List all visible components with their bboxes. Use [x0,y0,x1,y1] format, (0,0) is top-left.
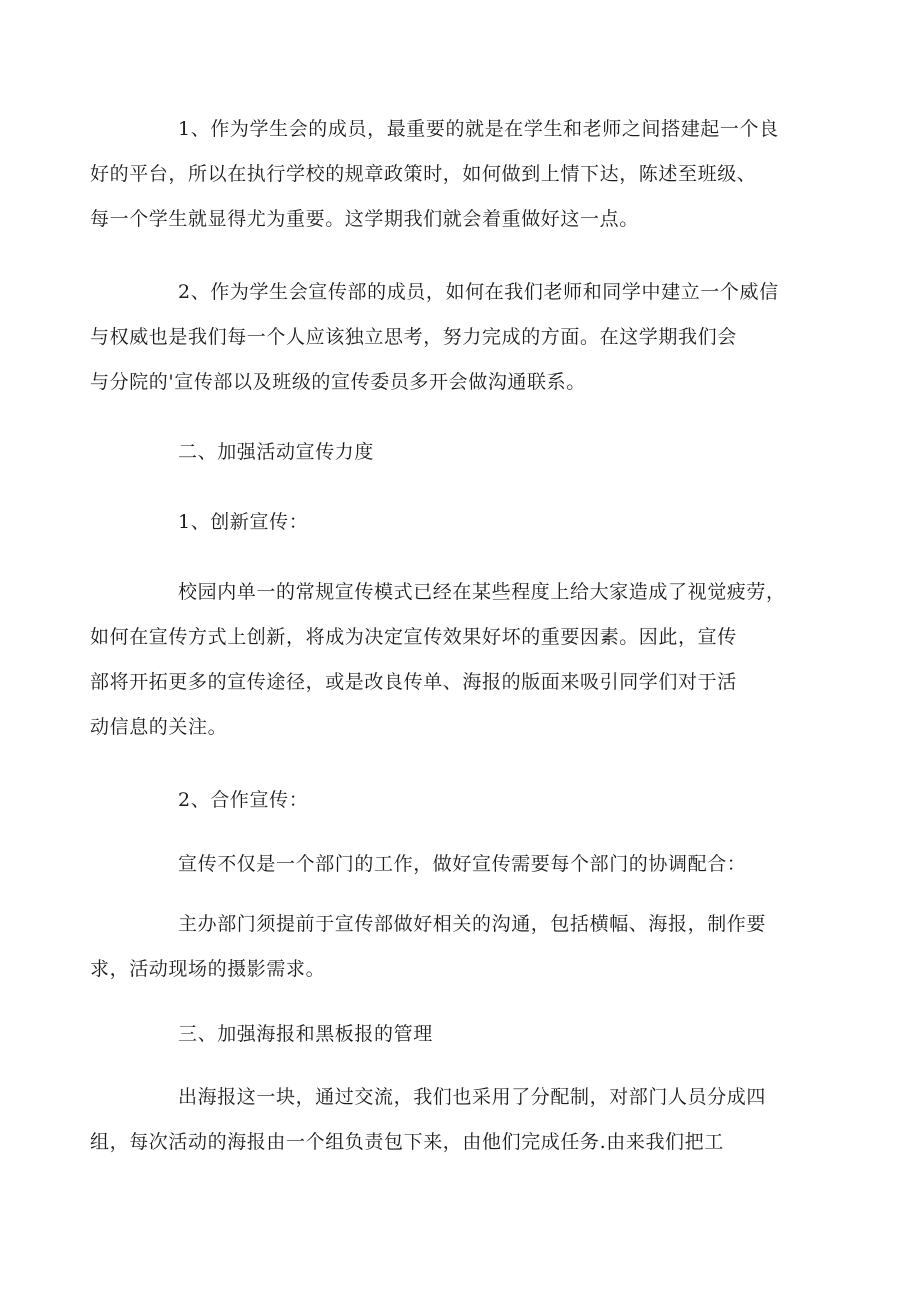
text-line: 出海报这一块，通过交流，我们也采用了分配制，对部门人员分成四 [178,1086,767,1108]
text-line: 组，每次活动的海报由一个组负责包下来，由他们完成任务.由来我们把工 [90,1131,724,1153]
text-line: 三、加强海报和黑板报的管理 [178,1023,433,1045]
paragraph-student-union-platform [90,107,790,242]
text-line: 与权威也是我们每一个人应该独立思考，努力完成的方面。在这学期我们会 [90,326,737,348]
text-line: 动信息的关注。 [90,716,228,738]
paragraph-publicity-authority [90,270,790,405]
section-heading-activity-publicity [134,430,790,475]
section-heading-poster-management [134,1012,790,1057]
paragraph-innovation [90,570,790,750]
subheading-cooperative-publicity [134,778,790,823]
text-line: 如何在宣传方式上创新，将成为决定宣传效果好坏的重要因素。因此，宣传 [90,626,737,648]
paragraph-poster-groups [90,1075,790,1165]
text-line: 好的平台，所以在执行学校的规章政策时，如何做到上情下达，陈述至班级、 [90,163,757,185]
text-line: 2、合作宣传： [178,789,309,811]
paragraph-host-department [90,902,790,992]
text-line: 校园内单一的常规宣传模式已经在某些程度上给大家造成了视觉疲劳， [178,581,786,603]
text-line: 求，活动现场的摄影需求。 [90,958,326,980]
paragraph-cooperation [134,842,790,887]
text-line: 宣传不仅是一个部门的工作，做好宣传需要每个部门的协调配合： [178,853,747,875]
text-line: 二、加强活动宣传力度 [178,441,375,463]
text-line: 主办部门须提前于宣传部做好相关的沟通，包括横幅、海报，制作要 [178,913,767,935]
text-line: 1、作为学生会的成员，最重要的就是在学生和老师之间搭建起一个良 [178,118,779,140]
text-line: 2、作为学生会宣传部的成员，如何在我们老师和同学中建立一个威信 [178,281,779,303]
text-line: 1、创新宣传： [178,511,309,533]
text-line: 与分院的'宣传部以及班级的宣传委员多开会做沟通联系。 [90,371,586,393]
text-line: 每一个学生就显得尤为重要。这学期我们就会着重做好这一点。 [90,208,639,230]
subheading-innovative-publicity [134,500,790,545]
text-line: 部将开拓更多的宣传途径，或是改良传单、海报的版面来吸引同学们对于活 [90,671,737,693]
